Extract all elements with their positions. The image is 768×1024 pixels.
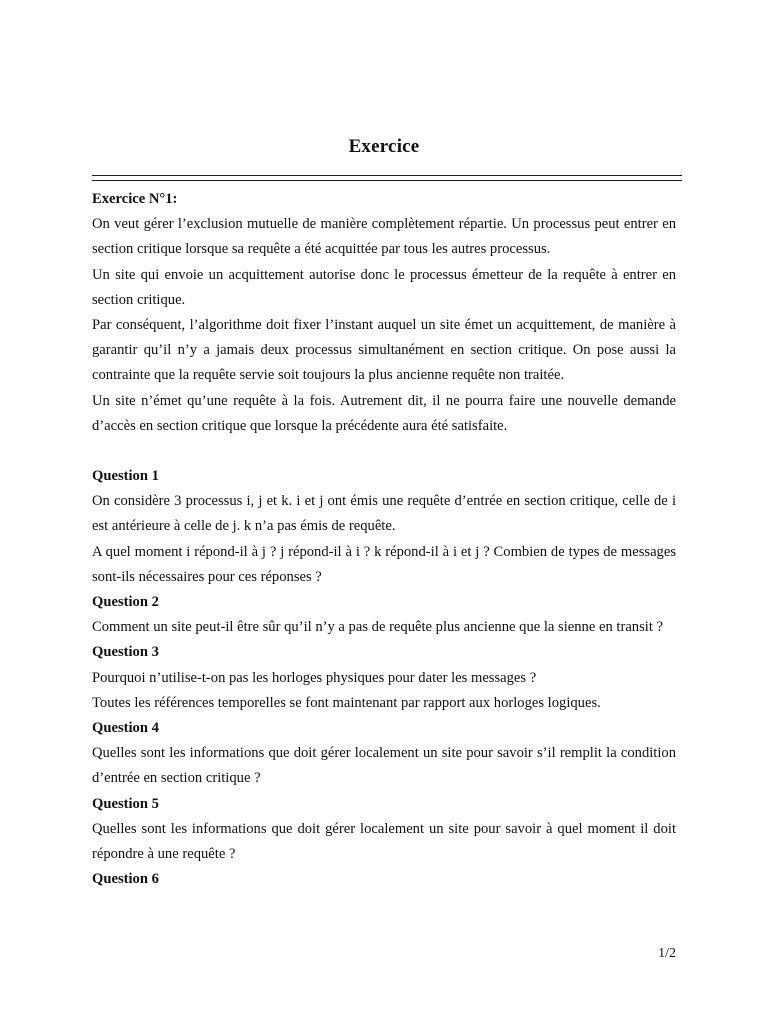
question-4-heading: Question 4 — [92, 720, 159, 737]
question-1-heading: Question 1 — [92, 468, 159, 485]
document-title: Exercice — [348, 136, 420, 157]
question-5-text: Quelles sont les informations que doit gérer localement un site pour savoir à quel moment il doit répondre à une requête ? — [92, 820, 676, 863]
question-6-heading: Question 6 — [92, 871, 159, 888]
title-divider-bottom — [92, 180, 682, 181]
intro-paragraph: Un site n’émet qu’une requête à la fois. Autrement dit, il ne pourra faire une nouvelle demande d’accès en section critique que lorsque la précédente aura été satisfaite. — [92, 392, 676, 434]
intro-paragraph: On veut gérer l’exclusion mutuelle de manière complètement répartie. Un processus peut entrer en section critique lorsque sa requête a été acquittée par tous les autres processus. — [92, 216, 676, 258]
section-spacer — [92, 439, 676, 464]
title-divider-top — [92, 175, 682, 176]
question-1-text: A quel moment i répond-il à j ? j répond-il à i ? k répond-il à i et j ? Combien de types de messages sont-ils nécessaires pour ces réponses ? — [92, 543, 676, 585]
document-body — [92, 187, 676, 892]
intro-paragraph: Un site qui envoie un acquittement autorise donc le processus émetteur de la requête à entrer en section critique. — [92, 266, 676, 308]
exercise-heading: Exercice N°1: — [92, 191, 178, 207]
question-2-heading: Question 2 — [92, 594, 159, 611]
question-3-text: Toutes les références temporelles se font maintenant par rapport aux horloges logiques. — [92, 694, 601, 711]
question-1-text: On considère 3 processus i, j et k. i et j ont émis une requête d’entrée en section critique, celle de i est antérieure à celle de j. k n’a pas émis de requête. — [92, 493, 676, 535]
question-2-text: Comment un site peut-il être sûr qu’il n’y a pas de requête plus ancienne que la sienne en transit ? — [92, 619, 664, 636]
intro-paragraph: Par conséquent, l’algorithme doit fixer l’instant auquel un site émet un acquittement, de manière à garantir qu’il n’y a jamais deux processus simultanément en section critique. On pose aussi la contrainte que la requête servie soit toujours la plus ancienne requête non traitée. — [92, 317, 676, 384]
page-number: 1/2 — [658, 946, 676, 961]
question-4-text: Quelles sont les informations que doit gérer localement un site pour savoir s’il remplit la condition d’entrée en section critique ? — [92, 745, 676, 787]
question-3-heading: Question 3 — [92, 644, 159, 661]
question-3-text: Pourquoi n’utilise-t-on pas les horloges physiques pour dater les messages ? — [92, 669, 537, 686]
question-5-heading: Question 5 — [92, 795, 159, 812]
